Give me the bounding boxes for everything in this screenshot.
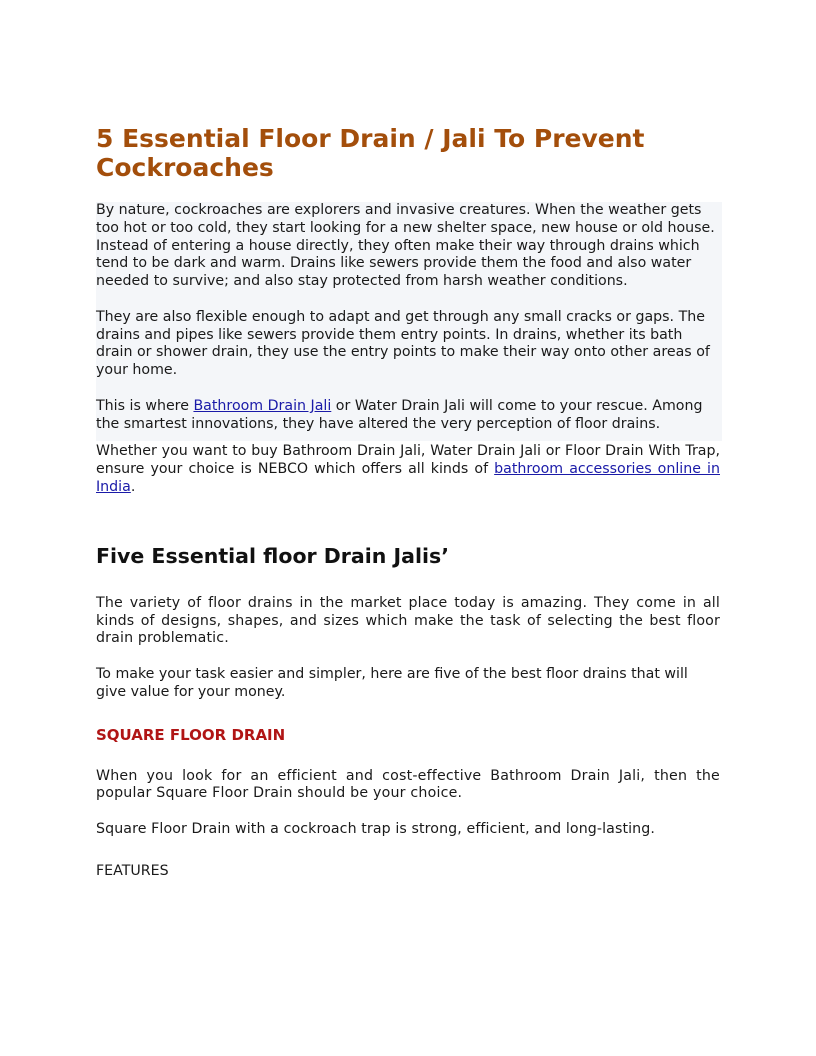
buy-text-after: . (130, 478, 136, 495)
intro-p3-text-after: or Water Drain Jali will come to your rescue. Among the smartest innovations, they have altered the very perception of floor drains. (96, 397, 703, 432)
document-page (96, 124, 720, 881)
bathroom-drain-jali-link[interactable]: Bathroom Drain Jali (193, 397, 332, 414)
section-paragraph-2: To make your task easier and simpler, here are five of the best floor drains that will give value for your money. (96, 665, 688, 700)
features-label: FEATURES (96, 862, 169, 879)
page-title: 5 Essential Floor Drain / Jali To Prevent Cockroaches (96, 124, 645, 182)
intro-paragraph-1: By nature, cockroaches are explorers and invasive creatures. When the weather gets too hot or too cold, they start looking for a new shelter space, new house or old house. Instead of entering a house directly, they often make their way through drains which tend to be dark and warm. Drains like sewers provide them the food and also water needed to survive; and also stay protected from harsh weather conditions. (96, 202, 715, 290)
square-paragraph-2: Square Floor Drain with a cockroach trap is strong, efficient, and long-lasting. (96, 820, 655, 837)
intro-p3-text-before: This is where (96, 397, 194, 414)
intro-block (96, 202, 722, 441)
square-floor-drain-heading: SQUARE FLOOR DRAIN (96, 725, 286, 744)
square-paragraph-1: When you look for an efficient and cost-effective Bathroom Drain Jali, then the popular Square Floor Drain should be your choice. (96, 767, 720, 802)
intro-paragraph-3 (96, 398, 722, 434)
bathroom-accessories-link[interactable]: bathroom accessories online in India (96, 461, 720, 495)
buy-paragraph (96, 443, 720, 496)
intro-paragraph-2: They are also flexible enough to adapt and get through any small cracks or gaps. The drains and pipes like sewers provide them entry points. In drains, whether its bath drain or shower drain, they use the entry points to make their way onto other areas of your home. (96, 308, 710, 379)
buy-text-before: Whether you want to buy Bathroom Drain Jali, Water Drain Jali or Floor Drain With Trap, ensure your choice is NEBCO which offers all kinds of (96, 443, 720, 478)
section-paragraph-1: The variety of floor drains in the market place today is amazing. They come in all kinds of designs, shapes, and sizes which make the task of selecting the best floor drain problematic. (96, 594, 720, 647)
section-heading: Five Essential floor Drain Jalis’ (96, 543, 449, 568)
